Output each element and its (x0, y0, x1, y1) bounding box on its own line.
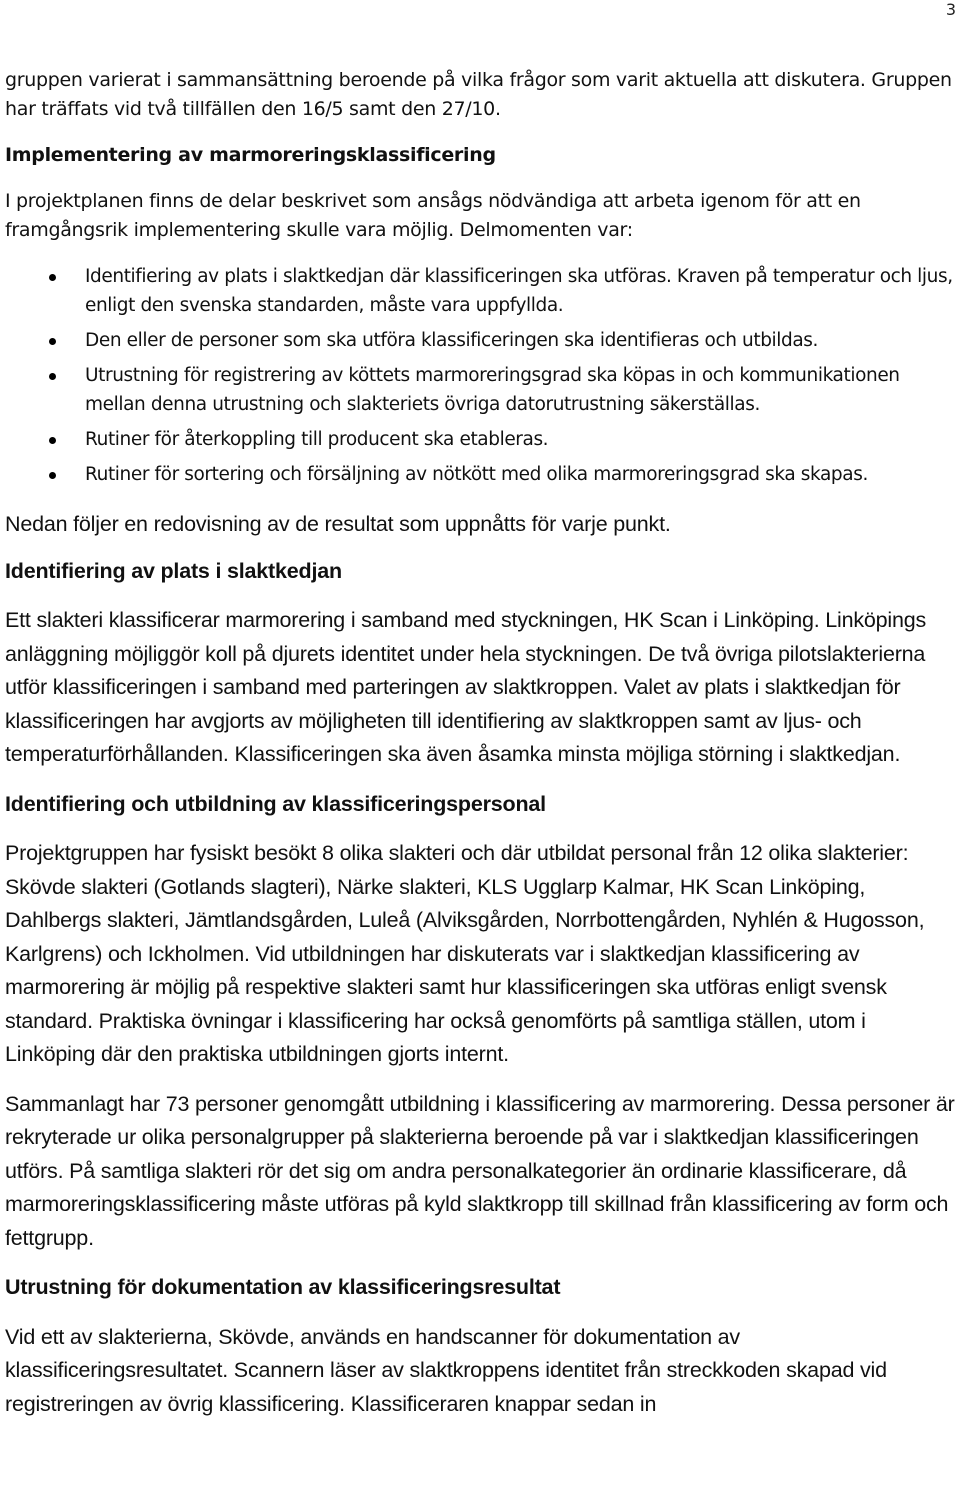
equipment-heading: Utrustning för dokumentation av klassificeringsresultat (5, 1275, 561, 1299)
bullet-icon (49, 338, 56, 345)
bullet-icon (49, 373, 56, 380)
location-heading: Identifiering av plats i slaktkedjan (5, 558, 342, 583)
subtask-list (5, 262, 957, 489)
implementation-paragraph: I projektplanen finns de delar beskrivet som ansågs nödvändiga att arbeta igenom för att en framgångsrik implementering skulle vara möjlig. Delmomenten var: (5, 190, 861, 241)
list-item: Den eller de personer som ska utföra klassificeringen ska identifieras och utbildas. (5, 326, 957, 355)
intro-paragraph: gruppen varierat i sammansättning beroende på vilka frågor som varit aktuella att diskutera. Gruppen har träffats vid två tillfällen den 16/5 samt den 27/10. (5, 69, 952, 120)
list-item: Utrustning för registrering av köttets marmoreringsgrad ska köpas in och kommunikationen mellan denna utrustning och slakteriets övriga datorutrustning säkerställas. (5, 361, 957, 419)
list-item: Identifiering av plats i slaktkedjan där klassificeringen ska utföras. Kraven på temperatur och ljus, enligt den svenska standarden, måste vara uppfyllda. (5, 262, 957, 320)
list-item: Rutiner för sortering och försäljning av nötkött med olika marmoreringsgrad ska skapas. (5, 460, 957, 489)
location-paragraph: Ett slakteri klassificerar marmorering i samband med styckningen, HK Scan i Linköping. Linköpings anläggning möjliggör koll på djurets identitet under hela styckningen. De två övriga pilotslakterierna utför klassificeringen i samband med parteringen av slaktkroppen. Valet av plats i slaktkedjan för klassificeringen har avgjorts av möjligheten till identifiering av slaktkroppen samt av ljus- och temperaturförhållanden. Klassificeringen ska även åsamka minsta möjliga störning i slaktkedjan. (5, 608, 927, 766)
page-number: 3 (945, 0, 956, 19)
bullet-icon (49, 274, 56, 281)
results-intro: Nedan följer en redovisning av de resultat som uppnåtts för varje punkt. (5, 512, 671, 536)
personnel-paragraph-1: Projektgruppen har fysiskt besökt 8 olika slakteri och där utbildat personal från 12 olika slakterier: Skövde slakteri (Gotlands slagteri), Närke slakteri, KLS Ugglarp Kalmar, HK Scan Linköping, Dahlbergs slakteri, Jämtlandsgården, Luleå (Alviksgården, Norrbottengården, Nyhlén & Hugosson, Karlgrens) och Ickholmen. Vid utbildningen har diskuterats var i slaktkedjan klassificering av marmorering är möjlig på respektive slakteri samt hur klassificeringen ska utföras enligt svensk standard. Praktiska övningar i klassificering har också genomförts på samtliga ställen, utom i Linköping där den praktiska utbildningen gjorts internt. (5, 841, 925, 1066)
document-body (5, 66, 957, 1421)
implementation-heading: Implementering av marmoreringsklassificering (5, 144, 496, 166)
personnel-heading: Identifiering och utbildning av klassificeringspersonal (5, 791, 546, 816)
bullet-icon (49, 437, 56, 444)
bullet-icon (49, 472, 56, 479)
personnel-paragraph-2: Sammanlagt har 73 personer genomgått utbildning i klassificering av marmorering. Dessa personer är rekryterade ur olika personalgrupper på slakterierna beroende på var i slaktkedjan klassificeringen utförs. På samtliga slakteri rör det sig om andra personalkategorier än ordinarie klassificerare, då marmoreringsklassificering måste utföras på kyld slaktkropp till skillnad från klassificering av form och fettgrupp. (5, 1091, 955, 1250)
list-item: Rutiner för återkoppling till producent ska etableras. (5, 425, 957, 454)
equipment-paragraph: Vid ett av slakterierna, Skövde, används en handscanner för dokumentation av klassificeringsresultatet. Scannern läser av slaktkroppens identitet från streckkoden skapad vid registreringen av övrig klassificering. Klassificeraren knappar sedan in (5, 1324, 887, 1416)
